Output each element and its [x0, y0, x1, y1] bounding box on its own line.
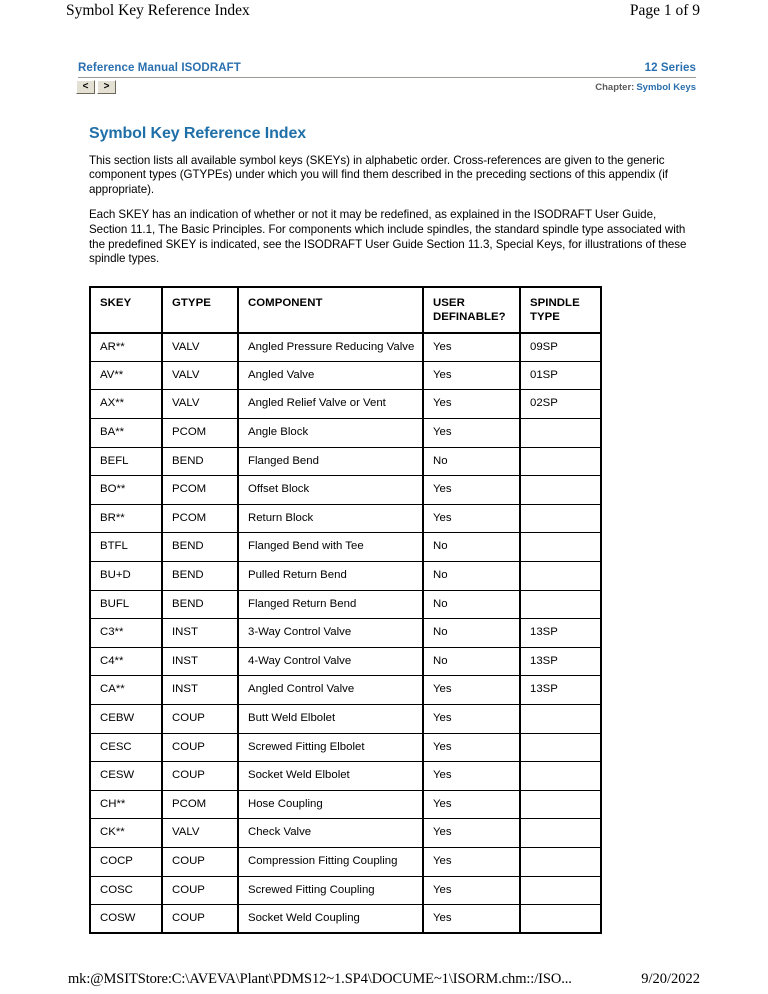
cell-gtype: PCOM — [162, 790, 238, 819]
print-footer — [0, 971, 768, 988]
cell-component: Offset Block — [238, 476, 423, 505]
cell-user-definable: Yes — [423, 847, 520, 876]
column-header-spindle-type: SPINDLE TYPE — [520, 287, 601, 333]
cell-gtype: PCOM — [162, 476, 238, 505]
cell-user-definable: No — [423, 447, 520, 476]
cell-gtype: COUP — [162, 704, 238, 733]
cell-component: 3-Way Control Valve — [238, 619, 423, 648]
cell-skey: AV** — [90, 361, 162, 390]
cell-component: 4-Way Control Valve — [238, 647, 423, 676]
cell-spindle-type — [520, 905, 601, 934]
cell-user-definable: No — [423, 562, 520, 591]
cell-component: Angled Valve — [238, 361, 423, 390]
table-row — [90, 447, 601, 476]
cell-skey: C3** — [90, 619, 162, 648]
manual-header-subrow — [78, 78, 696, 98]
cell-spindle-type — [520, 476, 601, 505]
table-row — [90, 762, 601, 791]
intro-paragraph-2: Each SKEY has an indication of whether or not it may be redefined, as explained in the ISODRAFT User Guide, Section 11.1, The Basic Principles. For components which include spindles, the standard spindle type associated with the predefined SKEY is indicated, see the ISODRAFT User Guide Section 11.3, Special Keys, for illustrations of these spindle types. — [89, 208, 687, 266]
cell-gtype: INST — [162, 647, 238, 676]
cell-spindle-type — [520, 790, 601, 819]
cell-spindle-type — [520, 419, 601, 448]
cell-component: Return Block — [238, 504, 423, 533]
cell-skey: CEBW — [90, 704, 162, 733]
cell-component: Angled Relief Valve or Vent — [238, 390, 423, 419]
column-header-skey: SKEY — [90, 287, 162, 333]
table-row — [90, 504, 601, 533]
cell-user-definable: Yes — [423, 762, 520, 791]
table-row — [90, 676, 601, 705]
cell-user-definable: Yes — [423, 704, 520, 733]
cell-component: Screwed Fitting Coupling — [238, 876, 423, 905]
cell-skey: C4** — [90, 647, 162, 676]
next-page-button[interactable]: > — [97, 80, 116, 94]
cell-component: Check Valve — [238, 819, 423, 848]
navigation-buttons — [76, 80, 116, 94]
print-header-title: Symbol Key Reference Index — [66, 2, 250, 19]
column-header-user-definable: USER DEFINABLE? — [423, 287, 520, 333]
footer-date: 9/20/2022 — [641, 971, 700, 987]
cell-gtype: COUP — [162, 905, 238, 934]
page-title: Symbol Key Reference Index — [89, 125, 307, 142]
manual-header — [78, 62, 696, 98]
cell-spindle-type — [520, 876, 601, 905]
cell-gtype: COUP — [162, 876, 238, 905]
cell-skey: CH** — [90, 790, 162, 819]
cell-user-definable: Yes — [423, 333, 520, 362]
cell-gtype: INST — [162, 619, 238, 648]
cell-skey: AX** — [90, 390, 162, 419]
table-row — [90, 704, 601, 733]
cell-user-definable: No — [423, 619, 520, 648]
table-row — [90, 847, 601, 876]
cell-gtype: VALV — [162, 390, 238, 419]
cell-skey: CA** — [90, 676, 162, 705]
cell-spindle-type — [520, 819, 601, 848]
cell-user-definable: Yes — [423, 419, 520, 448]
cell-spindle-type — [520, 762, 601, 791]
cell-component: Socket Weld Elbolet — [238, 762, 423, 791]
cell-gtype: COUP — [162, 847, 238, 876]
cell-gtype: INST — [162, 676, 238, 705]
table-row — [90, 361, 601, 390]
cell-skey: CK** — [90, 819, 162, 848]
cell-skey: BUFL — [90, 590, 162, 619]
cell-gtype: VALV — [162, 333, 238, 362]
cell-gtype: VALV — [162, 819, 238, 848]
cell-spindle-type — [520, 504, 601, 533]
cell-component: Butt Weld Elbolet — [238, 704, 423, 733]
cell-component: Flanged Bend — [238, 447, 423, 476]
cell-component: Flanged Return Bend — [238, 590, 423, 619]
cell-component: Socket Weld Coupling — [238, 905, 423, 934]
cell-skey: COSC — [90, 876, 162, 905]
cell-skey: CESC — [90, 733, 162, 762]
cell-skey: BR** — [90, 504, 162, 533]
cell-gtype: BEND — [162, 562, 238, 591]
cell-gtype: VALV — [162, 361, 238, 390]
cell-gtype: COUP — [162, 762, 238, 791]
table-header — [90, 287, 601, 333]
cell-spindle-type: 13SP — [520, 647, 601, 676]
table-row — [90, 533, 601, 562]
print-header-page-indicator: Page 1 of 9 — [629, 2, 700, 19]
table-row — [90, 476, 601, 505]
cell-user-definable: Yes — [423, 361, 520, 390]
cell-user-definable: No — [423, 647, 520, 676]
cell-spindle-type — [520, 562, 601, 591]
cell-spindle-type — [520, 733, 601, 762]
cell-skey: CESW — [90, 762, 162, 791]
cell-spindle-type — [520, 447, 601, 476]
cell-user-definable: Yes — [423, 790, 520, 819]
print-header — [0, 0, 768, 30]
table-row — [90, 905, 601, 934]
cell-component: Screwed Fitting Elbolet — [238, 733, 423, 762]
page-content — [0, 62, 768, 934]
cell-user-definable: Yes — [423, 733, 520, 762]
cell-gtype: BEND — [162, 533, 238, 562]
intro-paragraph-1: This section lists all available symbol keys (SKEYs) in alphabetic order. Cross-references are given to the generic component types (GTYPEs) under which you will find them described in the preceding sections of this appendix (if appropriate). — [89, 153, 668, 196]
cell-gtype: BEND — [162, 447, 238, 476]
cell-user-definable: Yes — [423, 876, 520, 905]
cell-component: Hose Coupling — [238, 790, 423, 819]
cell-user-definable: Yes — [423, 504, 520, 533]
table-row — [90, 876, 601, 905]
cell-user-definable: No — [423, 533, 520, 562]
table-row — [90, 590, 601, 619]
cell-skey: COSW — [90, 905, 162, 934]
symbol-key-table — [89, 286, 602, 934]
cell-spindle-type — [520, 590, 601, 619]
cell-spindle-type: 13SP — [520, 676, 601, 705]
chapter-label: Chapter: — [595, 82, 635, 93]
series-label: 12 Series — [644, 62, 696, 74]
cell-skey: BU+D — [90, 562, 162, 591]
cell-spindle-type: 13SP — [520, 619, 601, 648]
table-body — [90, 333, 601, 933]
cell-skey: BA** — [90, 419, 162, 448]
table-row — [90, 790, 601, 819]
main-content — [89, 125, 696, 934]
cell-skey: BTFL — [90, 533, 162, 562]
chapter-link[interactable]: Symbol Keys — [636, 82, 696, 93]
table-row — [90, 562, 601, 591]
table-row — [90, 819, 601, 848]
cell-spindle-type: 01SP — [520, 361, 601, 390]
manual-title: Reference Manual ISODRAFT — [78, 62, 241, 74]
cell-skey: COCP — [90, 847, 162, 876]
cell-component: Angle Block — [238, 419, 423, 448]
cell-skey: BEFL — [90, 447, 162, 476]
footer-source-path: mk:@MSITStore:C:\AVEVA\Plant\PDMS12~1.SP4\DOCUME~1\ISORM.chm::/ISO... — [68, 971, 572, 987]
table-row — [90, 419, 601, 448]
cell-user-definable: Yes — [423, 476, 520, 505]
cell-component: Pulled Return Bend — [238, 562, 423, 591]
column-header-gtype: GTYPE — [162, 287, 238, 333]
cell-component: Compression Fitting Coupling — [238, 847, 423, 876]
table-header-row — [90, 287, 601, 333]
previous-page-button[interactable]: < — [76, 80, 95, 94]
cell-gtype: BEND — [162, 590, 238, 619]
cell-user-definable: No — [423, 590, 520, 619]
table-row — [90, 390, 601, 419]
table-row — [90, 647, 601, 676]
table-row — [90, 619, 601, 648]
cell-gtype: PCOM — [162, 504, 238, 533]
table-row — [90, 333, 601, 362]
cell-user-definable: Yes — [423, 676, 520, 705]
chapter-breadcrumb — [595, 81, 696, 93]
cell-skey: BO** — [90, 476, 162, 505]
cell-component: Angled Pressure Reducing Valve — [238, 333, 423, 362]
cell-component: Flanged Bend with Tee — [238, 533, 423, 562]
cell-user-definable: Yes — [423, 390, 520, 419]
cell-spindle-type: 02SP — [520, 390, 601, 419]
cell-spindle-type: 09SP — [520, 333, 601, 362]
cell-skey: AR** — [90, 333, 162, 362]
cell-spindle-type — [520, 847, 601, 876]
manual-header-titles — [78, 62, 696, 77]
cell-spindle-type — [520, 533, 601, 562]
cell-user-definable: Yes — [423, 905, 520, 934]
cell-gtype: PCOM — [162, 419, 238, 448]
cell-user-definable: Yes — [423, 819, 520, 848]
cell-component: Angled Control Valve — [238, 676, 423, 705]
cell-spindle-type — [520, 704, 601, 733]
column-header-component: COMPONENT — [238, 287, 423, 333]
cell-gtype: COUP — [162, 733, 238, 762]
table-row — [90, 733, 601, 762]
